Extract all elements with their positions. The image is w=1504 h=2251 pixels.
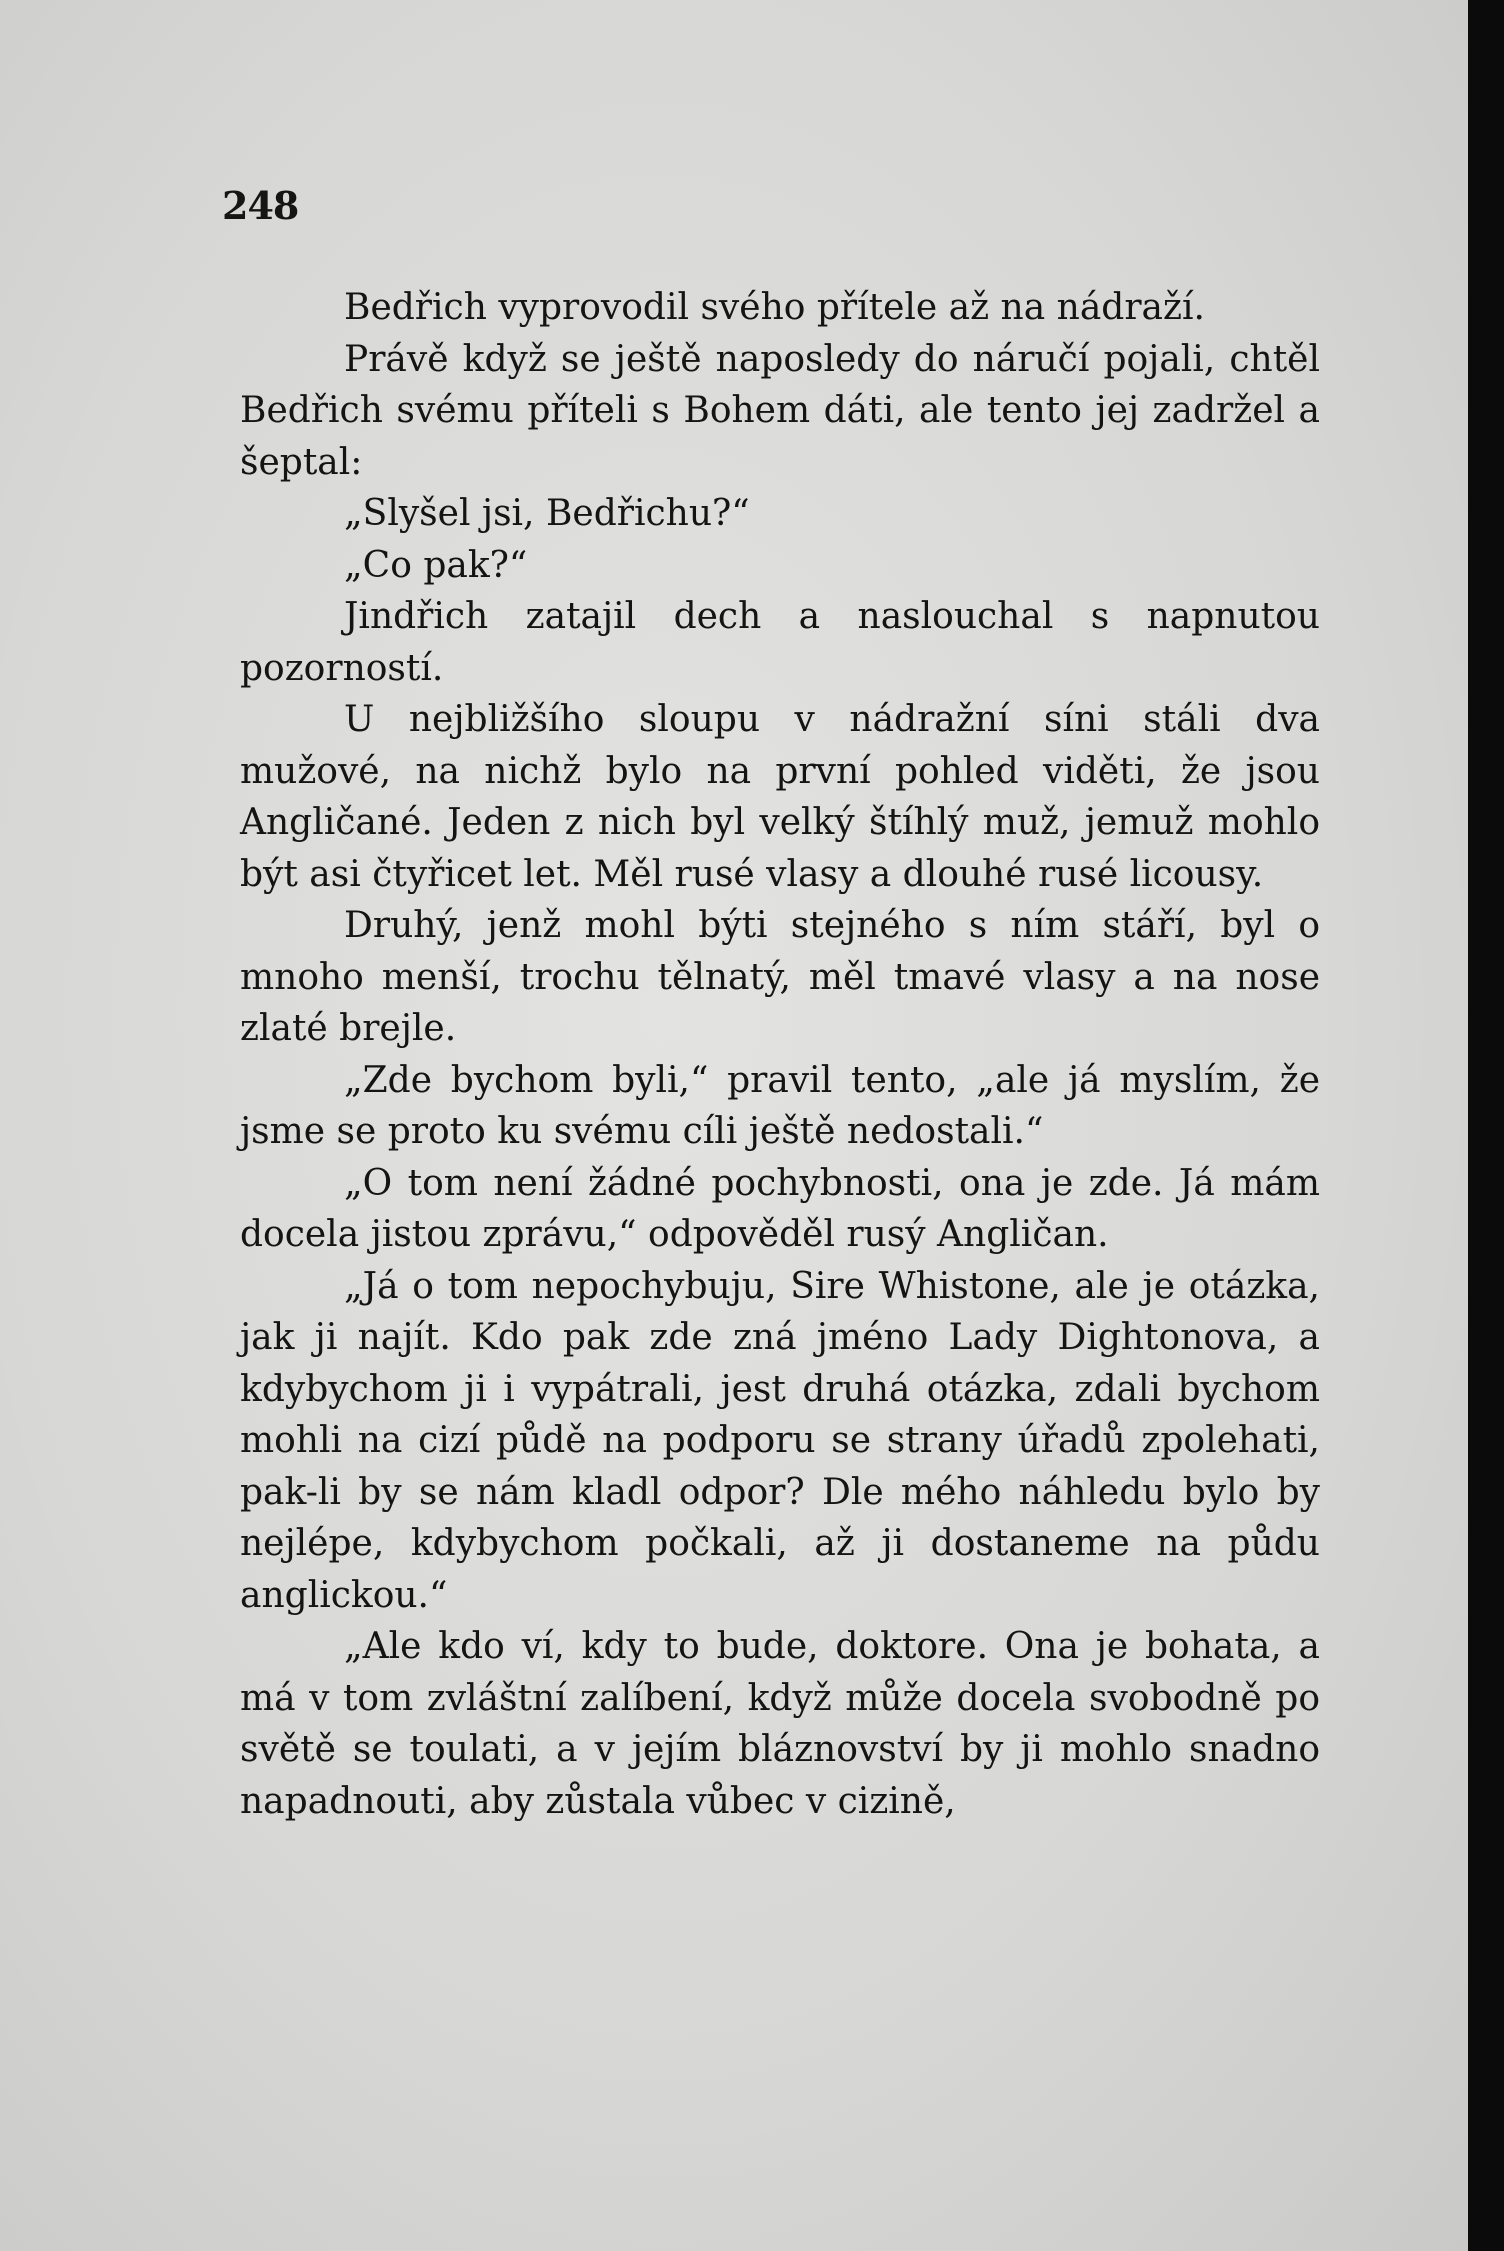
paragraph: Jindřich zatajil dech a naslouchal s napnutou pozorností. (240, 596, 1320, 689)
paragraph: „Zde bychom byli,“ pravil tento, „ale já myslím, že jsme se proto ku svému cíli ještě nedostali.“ (240, 1059, 1320, 1152)
paragraph: Druhý, jenž mohl býti stejného s ním stáří, byl o mnoho menší, trochu tělnatý, měl tmavé vlasy a na nose zlaté brejle. (240, 905, 1320, 1049)
paragraph: U nejbližšího sloupu v nádražní síni stáli dva mužové, na nichž bylo na první pohled viděti, že jsou Angličané. Jeden z nich byl velký štíhlý muž, jemuž mohlo být asi čtyřicet let. Měl rusé vlasy a dlouhé rusé licousy. (240, 699, 1320, 895)
paragraph: Právě když se ještě naposledy do náručí pojali, chtěl Bedřich svému příteli s Bohem dáti, ale tento jej zadržel a šeptal: (240, 338, 1320, 483)
paragraph: „O tom není žádné pochybnosti, ona je zde. Já mám docela jistou zprávu,“ odpověděl rusý Angličan. (240, 1162, 1320, 1255)
paragraph: Bedřich vyprovodil svého přítele až na nádraží. (344, 287, 1205, 328)
page-number: 248 (222, 183, 299, 228)
paragraph: „Co pak?“ (344, 544, 528, 586)
paragraph: „Slyšel jsi, Bedřichu?“ (344, 493, 750, 534)
paragraph: „Já o tom nepochybuju, Sire Whistone, ale je otázka, jak ji najít. Kdo pak zde zná jméno Lady Dightonova, a kdybychom ji i vypátrali, jest druhá otázka, zdali bychom mohli na cizí půdě na podporu se strany úřadů zpolehati, pak-li by se nám kladl odpor? Dle mého náhledu bylo by nejlépe, kdybychom počkali, až ji dostaneme na půdu anglickou.“ (240, 1265, 1320, 1616)
body-text (240, 282, 1320, 1827)
paragraph: „Ale kdo ví, kdy to bude, doktore. Ona je bohata, a má v tom zvláštní zalíbení, když může docela svobodně po světě se toulati, a v jejím bláznovství by ji mohlo snadno napadnouti, aby zůstala vůbec v cizině, (240, 1626, 1320, 1822)
